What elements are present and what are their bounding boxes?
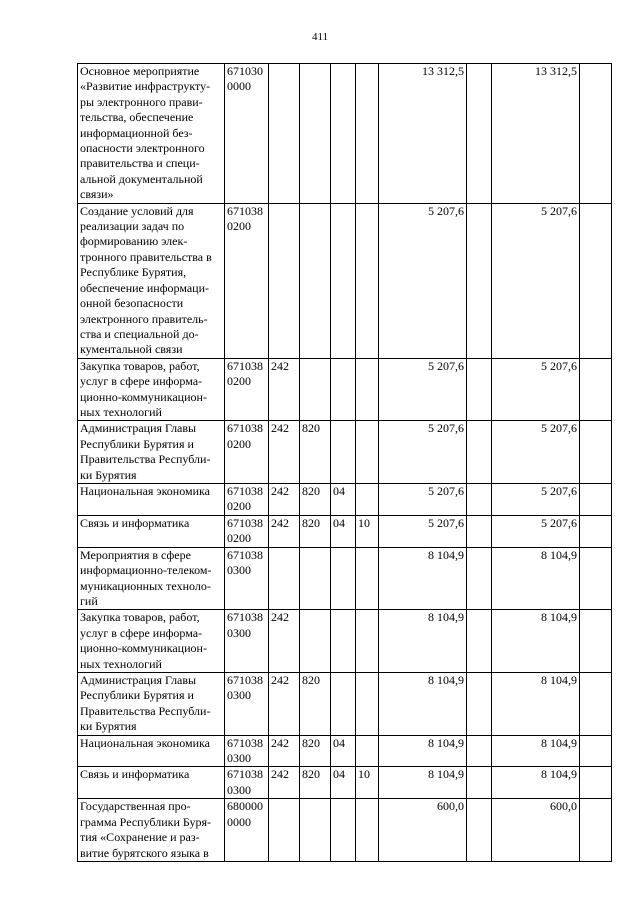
expense-type: 242 [269,673,300,736]
empty-cell [580,358,612,421]
grbs-code [300,203,331,358]
subsection-code [356,799,379,862]
grbs-code [300,799,331,862]
section-code [331,610,356,673]
amount-1: 13 312,5 [379,64,467,204]
grbs-code: 820 [300,735,331,767]
section-code: 04 [331,515,356,547]
table-row [78,610,612,673]
empty-cell [580,483,612,515]
empty-cell [580,515,612,547]
amount-2: 8 104,9 [492,547,580,610]
grbs-code [300,358,331,421]
amount-1: 8 104,9 [379,610,467,673]
empty-cell [467,735,492,767]
section-code [331,673,356,736]
expense-type [269,547,300,610]
empty-cell [467,421,492,484]
amount-1: 600,0 [379,799,467,862]
grbs-code [300,64,331,204]
amount-2: 8 104,9 [492,767,580,799]
row-name: Закупка товаров, работ, услуг в сфере информа- ционно-коммуникацион- ных технологий [78,610,225,673]
row-name: Администрация Главы Республики Бурятия и Правительства Республи- ки Бурятия [78,421,225,484]
empty-cell [580,610,612,673]
amount-2: 5 207,6 [492,421,580,484]
subsection-code [356,735,379,767]
expense-type: 242 [269,515,300,547]
target-code: 671038 0200 [225,358,269,421]
table-row [78,515,612,547]
target-code: 671038 0200 [225,421,269,484]
empty-cell [580,64,612,204]
row-name: Национальная экономика [78,483,225,515]
section-code: 04 [331,735,356,767]
amount-2: 8 104,9 [492,610,580,673]
amount-1: 5 207,6 [379,421,467,484]
empty-cell [467,610,492,673]
target-code: 680000 0000 [225,799,269,862]
expense-type: 242 [269,421,300,484]
empty-cell [467,767,492,799]
row-name: Создание условий для реализации задач по формированию элек- тронного правительства в Республике Бурятия, обеспечение информаци- онной безопасности электронного правитель- ства и специальной до- кументальной связи [78,203,225,358]
budget-table [77,63,612,862]
section-code [331,799,356,862]
subsection-code [356,203,379,358]
amount-2: 600,0 [492,799,580,862]
table-row [78,735,612,767]
target-code: 671038 0200 [225,203,269,358]
subsection-code [356,610,379,673]
row-name: Национальная экономика [78,735,225,767]
empty-cell [467,64,492,204]
expense-type: 242 [269,610,300,673]
amount-1: 8 104,9 [379,673,467,736]
table-row [78,421,612,484]
expense-type [269,799,300,862]
expense-type [269,203,300,358]
subsection-code [356,421,379,484]
grbs-code: 820 [300,483,331,515]
target-code: 671030 0000 [225,64,269,204]
row-name: Связь и информатика [78,767,225,799]
section-code [331,421,356,484]
empty-cell [467,547,492,610]
empty-cell [580,547,612,610]
amount-2: 8 104,9 [492,735,580,767]
empty-cell [467,673,492,736]
expense-type: 242 [269,358,300,421]
amount-1: 8 104,9 [379,547,467,610]
table-row [78,483,612,515]
table-row [78,799,612,862]
expense-type: 242 [269,735,300,767]
table-row [78,64,612,204]
subsection-code [356,483,379,515]
empty-cell [467,799,492,862]
table-row [78,767,612,799]
target-code: 671038 0300 [225,547,269,610]
grbs-code: 820 [300,421,331,484]
section-code [331,64,356,204]
target-code: 671038 0300 [225,767,269,799]
grbs-code: 820 [300,673,331,736]
subsection-code: 10 [356,515,379,547]
section-code [331,358,356,421]
amount-1: 5 207,6 [379,515,467,547]
empty-cell [580,203,612,358]
page-number: 411 [311,31,329,43]
amount-2: 8 104,9 [492,673,580,736]
table-row [78,203,612,358]
subsection-code: 10 [356,767,379,799]
expense-type: 242 [269,483,300,515]
row-name: Мероприятия в сфере информационно-телеком- муникационных техноло- гий [78,547,225,610]
expense-type: 242 [269,767,300,799]
amount-1: 8 104,9 [379,767,467,799]
empty-cell [467,515,492,547]
target-code: 671038 0200 [225,515,269,547]
amount-1: 8 104,9 [379,735,467,767]
table-row [78,358,612,421]
empty-cell [467,483,492,515]
amount-2: 5 207,6 [492,483,580,515]
empty-cell [467,203,492,358]
subsection-code [356,358,379,421]
empty-cell [580,799,612,862]
section-code [331,547,356,610]
row-name: Администрация Главы Республики Бурятия и Правительства Республи- ки Бурятия [78,673,225,736]
target-code: 671038 0300 [225,673,269,736]
row-name: Связь и информатика [78,515,225,547]
amount-1: 5 207,6 [379,203,467,358]
empty-cell [580,735,612,767]
row-name: Закупка товаров, работ, услуг в сфере информа- ционно-коммуникацион- ных технологий [78,358,225,421]
target-code: 671038 0200 [225,483,269,515]
amount-2: 5 207,6 [492,515,580,547]
empty-cell [580,673,612,736]
subsection-code [356,64,379,204]
empty-cell [580,421,612,484]
section-code: 04 [331,483,356,515]
row-name: Основное мероприятие «Развитие инфраструкту- ры электронного прави- тельства, обеспечение информационной без- опасности электронного правительства и специ- альной документальной связи» [78,64,225,204]
table-row [78,547,612,610]
table-row [78,673,612,736]
grbs-code [300,547,331,610]
amount-2: 5 207,6 [492,358,580,421]
amount-1: 5 207,6 [379,358,467,421]
target-code: 671038 0300 [225,735,269,767]
amount-2: 5 207,6 [492,203,580,358]
empty-cell [580,767,612,799]
section-code: 04 [331,767,356,799]
amount-1: 5 207,6 [379,483,467,515]
grbs-code: 820 [300,515,331,547]
empty-cell [467,358,492,421]
target-code: 671038 0300 [225,610,269,673]
grbs-code: 820 [300,767,331,799]
section-code [331,203,356,358]
subsection-code [356,673,379,736]
grbs-code [300,610,331,673]
row-name: Государственная про- грамма Республики Буря- тия «Сохранение и раз- витие бурятского языка в [78,799,225,862]
amount-2: 13 312,5 [492,64,580,204]
expense-type [269,64,300,204]
subsection-code [356,547,379,610]
